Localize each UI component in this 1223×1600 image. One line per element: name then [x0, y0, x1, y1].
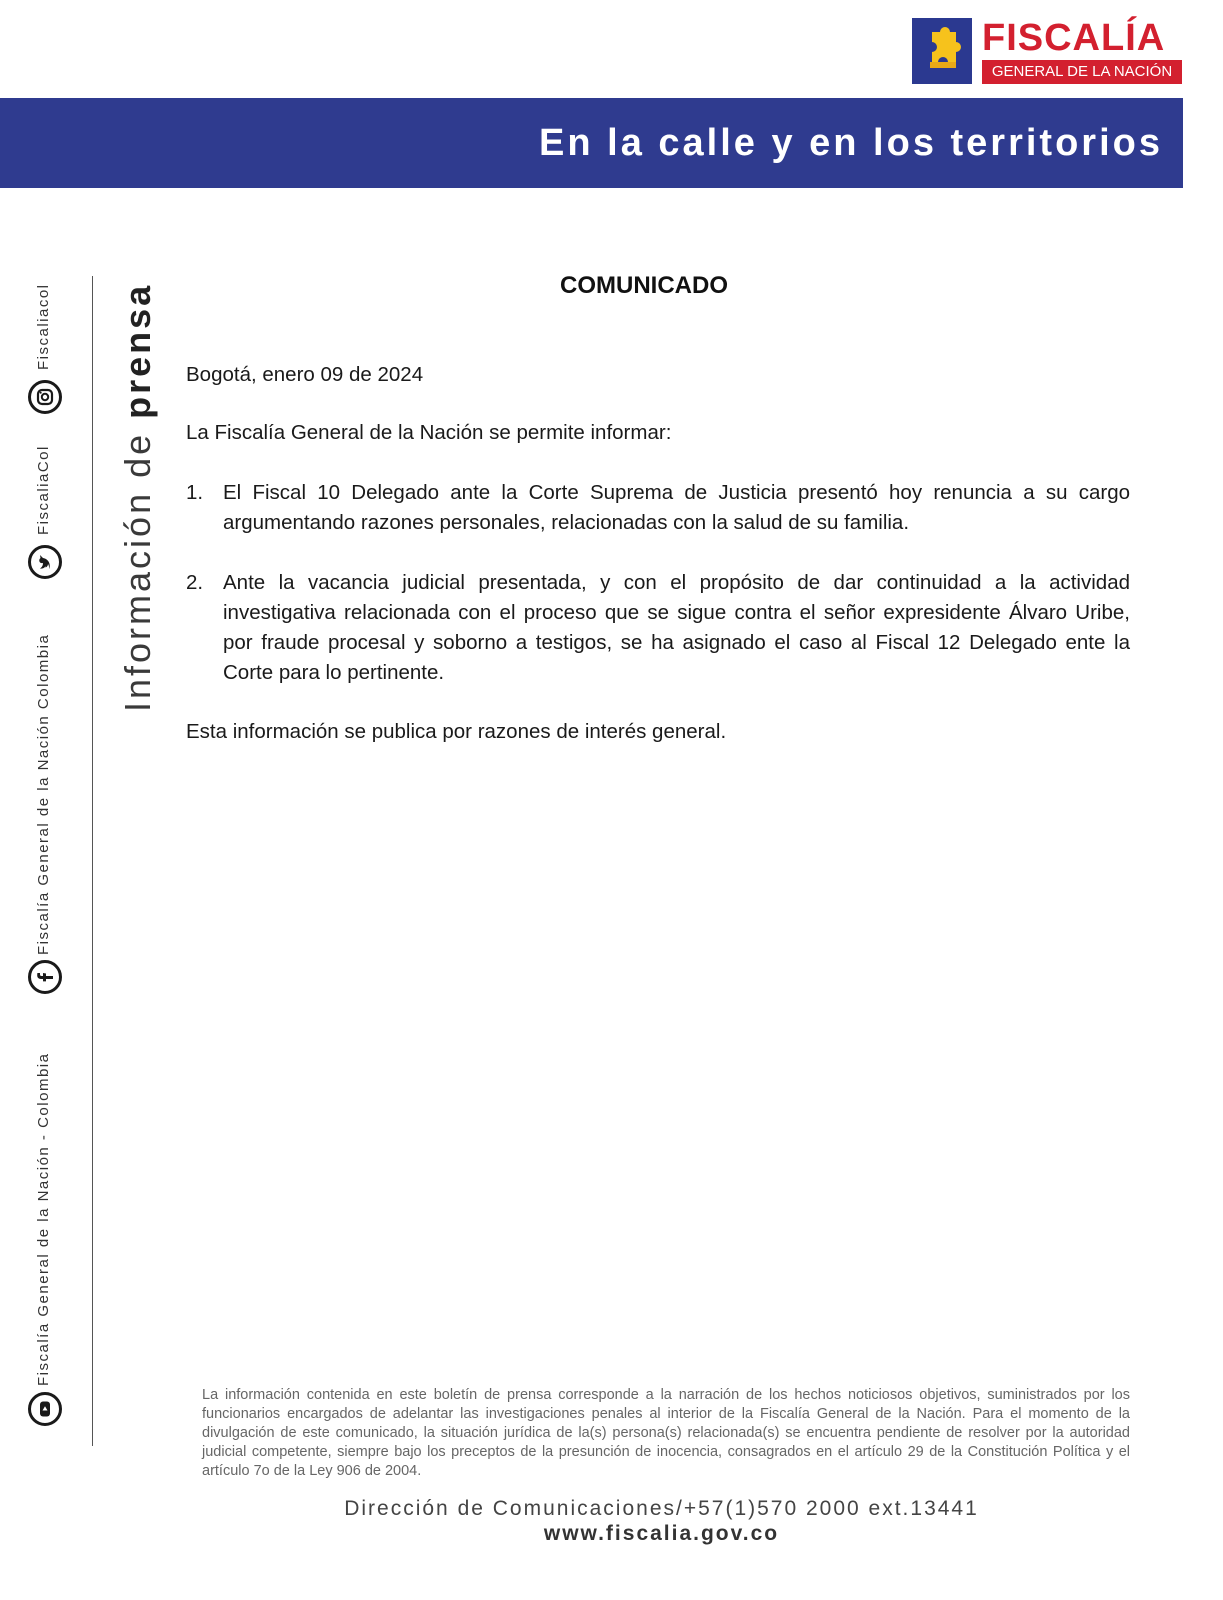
- intro-paragraph: La Fiscalía General de la Nación se permite informar:: [186, 421, 672, 444]
- instagram-handle[interactable]: Fiscaliacol: [35, 283, 52, 370]
- list-item-text: El Fiscal 10 Delegado ante la Corte Suprema de Justicia presentó hoy renuncia a su cargo argumentando razones personales, relacionadas con la salud de su familia.: [223, 481, 1130, 534]
- logo-subtitle: GENERAL DE LA NACIÓN: [982, 60, 1182, 84]
- press-info-label: [118, 283, 158, 712]
- logo-title: FISCALÍA: [982, 17, 1166, 59]
- legal-disclaimer: La información contenida en este boletín de prensa corresponde a la narración de los hechos noticiosos objetivos, suministrados por los funcionarios encargados de adelantar las investigaciones penales al interior de la Fiscalía General de la Nación. Para el momento de la divulgación de este comunicado, la situación jurídica de la(s) persona(s) relacionada(s) se encuentra pendiente de resolver por la autoridad judicial competente, siempre bajo los preceptos de la presunción de inocencia, consagrados en el artículo 29 de la Constitución Política y el artículo 7o de la Ley 906 de 2004.: [202, 1387, 1130, 1479]
- footer-url[interactable]: www.fiscalia.gov.co: [543, 1522, 780, 1545]
- list-item-text: Ante la vacancia judicial presentada, y con el propósito de dar continuidad a la actividad investigativa relacionada con el proceso que se sigue contra el señor expresidente Álvaro Uribe, por fraude procesal y soborno a testigos, se ha asignado el caso al Fiscal 12 Delegado ente la Corte para lo pertinente.: [223, 571, 1130, 684]
- slogan-banner: [0, 98, 1183, 188]
- youtube-handle[interactable]: Fiscalía General de la Nación - Colombia: [35, 1052, 52, 1386]
- twitter-handle[interactable]: FiscaliaCol: [35, 445, 52, 535]
- facebook-handle[interactable]: Fiscalía General de la Nación Colombia: [35, 633, 52, 955]
- press-info-bold: prensa: [117, 282, 158, 419]
- closing-paragraph: Esta información se publica por razones de interés general.: [186, 720, 727, 743]
- puzzle-emblem-icon: [912, 18, 972, 84]
- twitter-icon[interactable]: [28, 545, 62, 579]
- list-item-number: 2.: [186, 571, 204, 594]
- footer-contact: Dirección de Comunicaciones/+57(1)570 2000 ext.13441: [344, 1497, 979, 1520]
- sidebar-divider: [92, 276, 93, 1446]
- banner-slogan: En la calle y en los territorios: [539, 122, 1163, 164]
- fiscalia-logo: [912, 18, 1182, 84]
- instagram-icon[interactable]: [28, 380, 62, 414]
- facebook-icon[interactable]: [28, 960, 62, 994]
- youtube-icon[interactable]: [28, 1392, 62, 1426]
- date-line: Bogotá, enero 09 de 2024: [186, 363, 424, 386]
- press-info-light: Información de: [117, 418, 158, 712]
- list-item-number: 1.: [186, 481, 204, 504]
- document-heading: COMUNICADO: [560, 272, 728, 299]
